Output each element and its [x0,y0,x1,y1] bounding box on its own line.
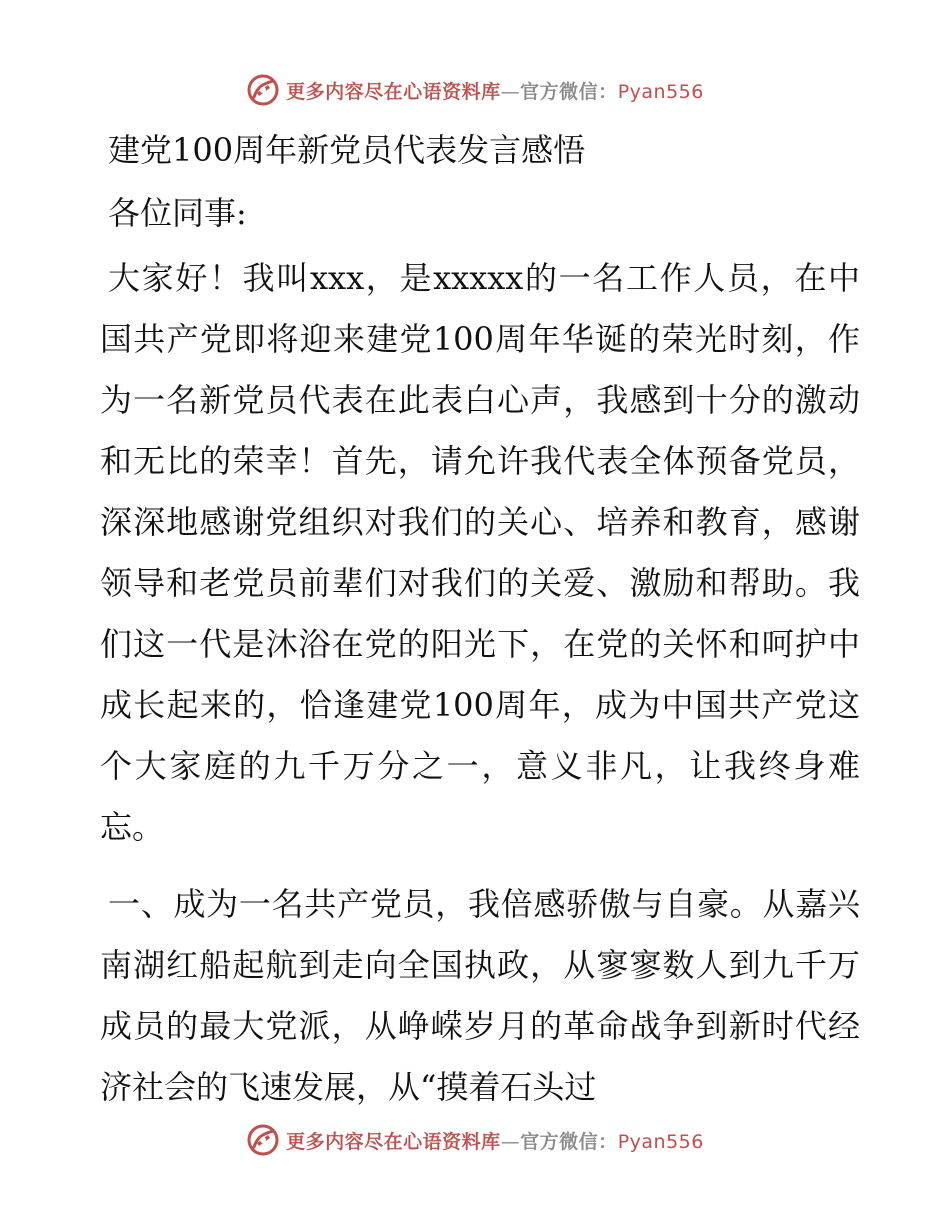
watermark-separator: — [500,1130,521,1153]
watermark-official-label: 官方微信： [520,1130,618,1153]
watermark-text [286,77,704,104]
watermark-separator: — [500,80,521,103]
pen-swirl-logo-icon [246,73,280,107]
header-watermark-banner [0,70,950,110]
watermark-account: Pyan556 [617,80,704,103]
pen-swirl-logo-icon [246,1123,280,1157]
document-title: 建党100周年新党员代表发言感悟 [108,131,586,169]
footer-watermark-banner [0,1120,950,1160]
watermark-brand: 更多内容尽在心语资料库 [286,1130,501,1153]
watermark-account: Pyan556 [617,1130,704,1153]
watermark-official-label: 官方微信： [520,80,618,103]
watermark-text [286,1127,704,1154]
watermark-brand: 更多内容尽在心语资料库 [286,80,501,103]
document-paragraph-2: 一、成为一名共产党员，我倍感骄傲与自豪。从嘉兴南湖红船起航到走向全国执政，从寥寥数人到九千万成员的最大党派，从峥嵘岁月的革命战争到新时代经济社会的飞速发展，从“摸着石头过 [100,885,860,1106]
document-greeting: 各位同事: [108,194,247,232]
document-body [100,120,860,1118]
document-paragraph-1: 大家好！我叫xxx，是xxxxx的一名工作人员，在中国共产党即将迎来建党100周年华诞的荣光时刻，作为一名新党员代表在此表白心声，我感到十分的激动和无比的荣幸！首先，请允许我代表全体预备党员，深深地感谢党组织对我们的关心、培养和教育，感谢领导和老党员前辈们对我们的关爱、激励和帮助。我们这一代是沐浴在党的阳光下，在党的关怀和呵护中成长起来的，恰逢建党100周年，成为中国共产党这个大家庭的九千万分之一，意义非凡，让我终身难忘。 [100,259,860,846]
